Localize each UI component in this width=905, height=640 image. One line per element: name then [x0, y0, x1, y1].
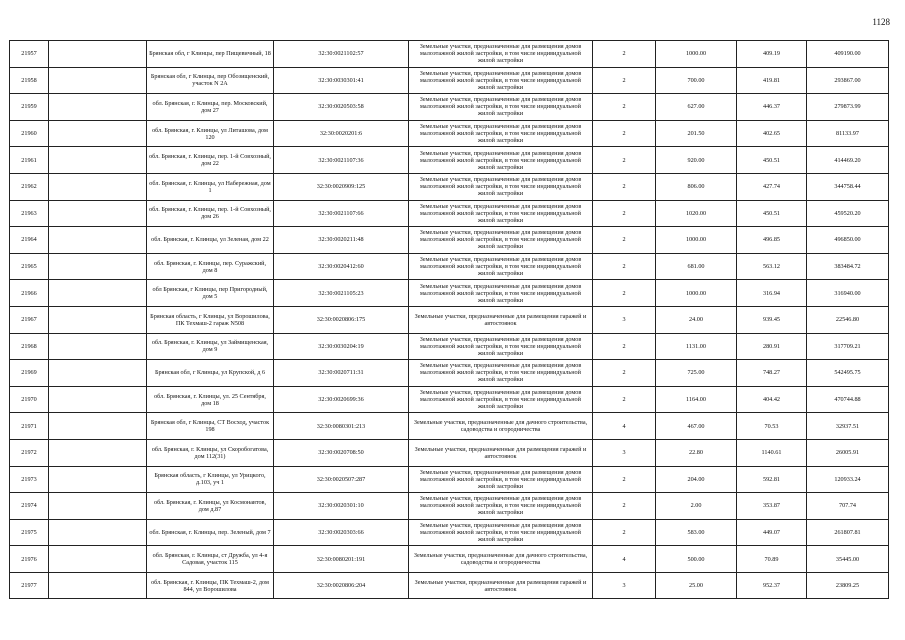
land-use-cell: Земельные участки, предназначенные для размещения домов малоэтажной жилой застройки, в том числе индивидуальной жилой застройки — [409, 67, 593, 94]
address-cell: обл. Брянская, г. Клинцы, ул Займищенская, дом 9 — [147, 333, 274, 360]
row-id: 21957 — [10, 41, 49, 68]
rate-cell: 353.87 — [737, 493, 807, 520]
address-cell: обл. Брянская, г. Клинцы, ст Дружба, ул 4-я Садовая, участок 115 — [147, 546, 274, 573]
rate-cell: 496.85 — [737, 227, 807, 254]
cadastral-value-cell: 261807.81 — [807, 519, 889, 546]
table-row — [10, 253, 889, 280]
address-cell: Брянская область, г Клинцы, ул Ворошилова, ПК Техмаш-2 гараж N508 — [147, 306, 274, 333]
address-cell: обл Брянская, г Клинцы, пер Пригородный, дом 5 — [147, 280, 274, 307]
land-use-cell: Земельные участки, предназначенные для размещения домов малоэтажной жилой застройки, в том числе индивидуальной жилой застройки — [409, 493, 593, 520]
land-use-cell: Земельные участки, предназначенные для размещения домов малоэтажной жилой застройки, в том числе индивидуальной жилой застройки — [409, 253, 593, 280]
group-cell: 2 — [593, 41, 656, 68]
group-cell: 2 — [593, 120, 656, 147]
spacer-cell — [49, 572, 147, 599]
group-cell: 2 — [593, 200, 656, 227]
land-use-cell: Земельные участки, предназначенные для размещения домов малоэтажной жилой застройки, в том числе индивидуальной жилой застройки — [409, 227, 593, 254]
row-id: 21968 — [10, 333, 49, 360]
table-row — [10, 67, 889, 94]
group-cell: 4 — [593, 546, 656, 573]
land-use-cell: Земельные участки, предназначенные для дачного строительства, садоводства и огородничества — [409, 546, 593, 573]
group-cell: 2 — [593, 227, 656, 254]
table-row — [10, 519, 889, 546]
spacer-cell — [49, 173, 147, 200]
cadastral-value-table — [9, 40, 889, 599]
group-cell: 2 — [593, 67, 656, 94]
cadastral-value-cell: 317709.21 — [807, 333, 889, 360]
row-id: 21967 — [10, 306, 49, 333]
area-cell: 627.00 — [656, 94, 737, 121]
spacer-cell — [49, 94, 147, 121]
rate-cell: 939.45 — [737, 306, 807, 333]
land-use-cell: Земельные участки, предназначенные для дачного строительства, садоводства и огородничества — [409, 413, 593, 440]
rate-cell: 70.89 — [737, 546, 807, 573]
address-cell: обл. Брянская, г. Клинцы, ПК Техмаш-2, дом 844, ул Ворошилова — [147, 572, 274, 599]
spacer-cell — [49, 546, 147, 573]
table-row — [10, 200, 889, 227]
cadastral-value-cell: 23809.25 — [807, 572, 889, 599]
area-cell: 700.00 — [656, 67, 737, 94]
land-use-cell: Земельные участки, предназначенные для размещения домов малоэтажной жилой застройки, в том числе индивидуальной жилой застройки — [409, 173, 593, 200]
area-cell: 467.00 — [656, 413, 737, 440]
table-row — [10, 280, 889, 307]
cadastral-number-cell: 32:30:0020909:125 — [274, 173, 409, 200]
table-row — [10, 493, 889, 520]
group-cell: 2 — [593, 466, 656, 493]
group-cell: 2 — [593, 333, 656, 360]
area-cell: 806.00 — [656, 173, 737, 200]
table-row — [10, 147, 889, 174]
group-cell: 4 — [593, 413, 656, 440]
row-id: 21975 — [10, 519, 49, 546]
table-row — [10, 41, 889, 68]
table-body — [10, 41, 889, 599]
row-id: 21961 — [10, 147, 49, 174]
cadastral-number-cell: 32:30:0020806:204 — [274, 572, 409, 599]
rate-cell: 449.07 — [737, 519, 807, 546]
address-cell: обл. Брянская, г. Клинцы, пер. 1-й Совхозный, дом 22 — [147, 147, 274, 174]
cadastral-number-cell: 32:30:0080301:213 — [274, 413, 409, 440]
address-cell: обл. Брянская, г. Клинцы, пер. Суражский, дом 8 — [147, 253, 274, 280]
rate-cell: 419.81 — [737, 67, 807, 94]
cadastral-value-cell: 542495.75 — [807, 360, 889, 387]
cadastral-value-cell: 459520.20 — [807, 200, 889, 227]
land-use-cell: Земельные участки, предназначенные для размещения гаражей и автостоянок — [409, 439, 593, 466]
row-id: 21962 — [10, 173, 49, 200]
group-cell: 2 — [593, 253, 656, 280]
cadastral-value-cell: 414469.20 — [807, 147, 889, 174]
area-cell: 681.00 — [656, 253, 737, 280]
row-id: 21970 — [10, 386, 49, 413]
cadastral-value-cell: 316940.00 — [807, 280, 889, 307]
spacer-cell — [49, 413, 147, 440]
area-cell: 201.50 — [656, 120, 737, 147]
spacer-cell — [49, 360, 147, 387]
group-cell: 2 — [593, 519, 656, 546]
area-cell: 1000.00 — [656, 41, 737, 68]
group-cell: 3 — [593, 306, 656, 333]
row-id: 21965 — [10, 253, 49, 280]
table-row — [10, 306, 889, 333]
area-cell: 920.00 — [656, 147, 737, 174]
area-cell: 1000.00 — [656, 227, 737, 254]
group-cell: 2 — [593, 360, 656, 387]
page-number: 1128 — [872, 17, 890, 27]
land-use-cell: Земельные участки, предназначенные для размещения домов малоэтажной жилой застройки, в том числе индивидуальной жилой застройки — [409, 200, 593, 227]
group-cell: 2 — [593, 94, 656, 121]
table-row — [10, 439, 889, 466]
group-cell: 3 — [593, 439, 656, 466]
cadastral-value-cell: 26005.91 — [807, 439, 889, 466]
spacer-cell — [49, 253, 147, 280]
cadastral-number-cell: 32:30:0020507:287 — [274, 466, 409, 493]
group-cell: 2 — [593, 173, 656, 200]
land-use-cell: Земельные участки, предназначенные для размещения домов малоэтажной жилой застройки, в том числе индивидуальной жилой застройки — [409, 147, 593, 174]
cadastral-number-cell: 32:30:0020303:66 — [274, 519, 409, 546]
area-cell: 500.00 — [656, 546, 737, 573]
row-id: 21958 — [10, 67, 49, 94]
cadastral-number-cell: 32:30:0020211:48 — [274, 227, 409, 254]
cadastral-number-cell: 32:30:0021107:36 — [274, 147, 409, 174]
cadastral-value-cell: 344758.44 — [807, 173, 889, 200]
rate-cell: 446.37 — [737, 94, 807, 121]
cadastral-number-cell: 32:30:0021105:23 — [274, 280, 409, 307]
table-row — [10, 360, 889, 387]
rate-cell: 409.19 — [737, 41, 807, 68]
address-cell: обл. Брянская, г. Клинцы, ул. 25 Сентября, дом 18 — [147, 386, 274, 413]
address-cell: обл. Брянская, г. Клинцы, ул Космонавтов, дом д.87 — [147, 493, 274, 520]
rate-cell: 427.74 — [737, 173, 807, 200]
area-cell: 2.00 — [656, 493, 737, 520]
row-id: 21972 — [10, 439, 49, 466]
cadastral-number-cell: 32:30:0020806:175 — [274, 306, 409, 333]
row-id: 21971 — [10, 413, 49, 440]
cadastral-value-cell: 383484.72 — [807, 253, 889, 280]
cadastral-number-cell: 32:30:0080201:191 — [274, 546, 409, 573]
rate-cell: 316.94 — [737, 280, 807, 307]
cadastral-number-cell: 32:30:0020301:10 — [274, 493, 409, 520]
table-row — [10, 333, 889, 360]
cadastral-number-cell: 32:30:0020699:36 — [274, 386, 409, 413]
row-id: 21977 — [10, 572, 49, 599]
rate-cell: 404.42 — [737, 386, 807, 413]
row-id: 21963 — [10, 200, 49, 227]
area-cell: 24.00 — [656, 306, 737, 333]
cadastral-number-cell: 32:30:0030204:19 — [274, 333, 409, 360]
row-id: 21960 — [10, 120, 49, 147]
land-use-cell: Земельные участки, предназначенные для размещения домов малоэтажной жилой застройки, в том числе индивидуальной жилой застройки — [409, 386, 593, 413]
cadastral-number-cell: 32:30:0020201:6 — [274, 120, 409, 147]
area-cell: 725.00 — [656, 360, 737, 387]
cadastral-number-cell: 32:30:0030301:41 — [274, 67, 409, 94]
cadastral-value-cell: 22546.80 — [807, 306, 889, 333]
table-row — [10, 120, 889, 147]
spacer-cell — [49, 386, 147, 413]
spacer-cell — [49, 200, 147, 227]
area-cell: 1164.00 — [656, 386, 737, 413]
spacer-cell — [49, 519, 147, 546]
address-cell: обл. Брянская, г. Клинцы, пер. Зеленый, дом 7 — [147, 519, 274, 546]
table-row — [10, 572, 889, 599]
table-row — [10, 413, 889, 440]
area-cell: 583.00 — [656, 519, 737, 546]
cadastral-number-cell: 32:30:0020708:50 — [274, 439, 409, 466]
cadastral-number-cell: 32:30:0020503:58 — [274, 94, 409, 121]
rate-cell: 450.51 — [737, 200, 807, 227]
address-cell: обл. Брянская, г. Клинцы, пер. 1-й Совхозный, дом 26 — [147, 200, 274, 227]
address-cell: Брянская обл, г Клинцы, СТ Восход, участок 198 — [147, 413, 274, 440]
address-cell: Брянская обл, г Клинцы, ул Крупской, д 6 — [147, 360, 274, 387]
area-cell: 1020.00 — [656, 200, 737, 227]
spacer-cell — [49, 147, 147, 174]
land-use-cell: Земельные участки, предназначенные для размещения домов малоэтажной жилой застройки, в том числе индивидуальной жилой застройки — [409, 280, 593, 307]
land-use-cell: Земельные участки, предназначенные для размещения домов малоэтажной жилой застройки, в том числе индивидуальной жилой застройки — [409, 120, 593, 147]
table-row — [10, 546, 889, 573]
area-cell: 1131.00 — [656, 333, 737, 360]
land-use-cell: Земельные участки, предназначенные для размещения домов малоэтажной жилой застройки, в том числе индивидуальной жилой застройки — [409, 41, 593, 68]
spacer-cell — [49, 466, 147, 493]
cadastral-value-cell: 496850.00 — [807, 227, 889, 254]
rate-cell: 402.65 — [737, 120, 807, 147]
group-cell: 2 — [593, 280, 656, 307]
table-row — [10, 94, 889, 121]
land-use-cell: Земельные участки, предназначенные для размещения домов малоэтажной жилой застройки, в том числе индивидуальной жилой застройки — [409, 466, 593, 493]
row-id: 21976 — [10, 546, 49, 573]
spacer-cell — [49, 333, 147, 360]
spacer-cell — [49, 67, 147, 94]
cadastral-value-cell: 81133.97 — [807, 120, 889, 147]
rate-cell: 592.81 — [737, 466, 807, 493]
address-cell: обл. Брянская, г. Клинцы, пер. Московский, дом 27 — [147, 94, 274, 121]
rate-cell: 748.27 — [737, 360, 807, 387]
rate-cell: 280.91 — [737, 333, 807, 360]
cadastral-number-cell: 32:30:0021102:57 — [274, 41, 409, 68]
row-id: 21969 — [10, 360, 49, 387]
cadastral-number-cell: 32:30:0021107:66 — [274, 200, 409, 227]
cadastral-value-cell: 707.74 — [807, 493, 889, 520]
row-id: 21966 — [10, 280, 49, 307]
cadastral-value-cell: 470744.88 — [807, 386, 889, 413]
address-cell: обл. Брянская, г. Клинцы, ул Скоробогатова, дом 112(31) — [147, 439, 274, 466]
area-cell: 1000.00 — [656, 280, 737, 307]
land-use-cell: Земельные участки, предназначенные для размещения домов малоэтажной жилой застройки, в том числе индивидуальной жилой застройки — [409, 333, 593, 360]
spacer-cell — [49, 493, 147, 520]
table-row — [10, 173, 889, 200]
land-use-cell: Земельные участки, предназначенные для размещения гаражей и автостоянок — [409, 306, 593, 333]
cadastral-value-cell: 35445.00 — [807, 546, 889, 573]
address-cell: Брянская обл, г Клинцы, пер Обозищенский, участок N 2А — [147, 67, 274, 94]
address-cell: обл. Брянская, г. Клинцы, ул Литашова, дом 120 — [147, 120, 274, 147]
cadastral-value-cell: 279873.99 — [807, 94, 889, 121]
spacer-cell — [49, 41, 147, 68]
group-cell: 2 — [593, 147, 656, 174]
address-cell: обл. Брянская, г. Клинцы, ул Зеленая, дом 22 — [147, 227, 274, 254]
address-cell: Брянская область, г Клинцы, ул Урицкого, д.103, уч 1 — [147, 466, 274, 493]
cadastral-number-cell: 32:30:0020711:31 — [274, 360, 409, 387]
group-cell: 2 — [593, 386, 656, 413]
spacer-cell — [49, 120, 147, 147]
land-use-cell: Земельные участки, предназначенные для размещения домов малоэтажной жилой застройки, в том числе индивидуальной жилой застройки — [409, 360, 593, 387]
row-id: 21974 — [10, 493, 49, 520]
rate-cell: 450.51 — [737, 147, 807, 174]
rate-cell: 1140.61 — [737, 439, 807, 466]
row-id: 21973 — [10, 466, 49, 493]
spacer-cell — [49, 227, 147, 254]
cadastral-number-cell: 32:30:0020412:60 — [274, 253, 409, 280]
table-row — [10, 466, 889, 493]
area-cell: 25.00 — [656, 572, 737, 599]
spacer-cell — [49, 306, 147, 333]
land-use-cell: Земельные участки, предназначенные для размещения гаражей и автостоянок — [409, 572, 593, 599]
land-use-cell: Земельные участки, предназначенные для размещения домов малоэтажной жилой застройки, в том числе индивидуальной жилой застройки — [409, 519, 593, 546]
address-cell: обл. Брянская, г. Клинцы, ул Набережная, дом 1 — [147, 173, 274, 200]
area-cell: 204.00 — [656, 466, 737, 493]
row-id: 21964 — [10, 227, 49, 254]
cadastral-value-cell: 120933.24 — [807, 466, 889, 493]
rate-cell: 952.37 — [737, 572, 807, 599]
address-cell: Брянская обл, г Клинцы, пер Пищевичный, 18 — [147, 41, 274, 68]
row-id: 21959 — [10, 94, 49, 121]
table-row — [10, 386, 889, 413]
cadastral-value-cell: 32937.51 — [807, 413, 889, 440]
group-cell: 2 — [593, 493, 656, 520]
cadastral-value-cell: 409190.00 — [807, 41, 889, 68]
spacer-cell — [49, 439, 147, 466]
rate-cell: 70.53 — [737, 413, 807, 440]
table-row — [10, 227, 889, 254]
area-cell: 22.80 — [656, 439, 737, 466]
group-cell: 3 — [593, 572, 656, 599]
land-use-cell: Земельные участки, предназначенные для размещения домов малоэтажной жилой застройки, в том числе индивидуальной жилой застройки — [409, 94, 593, 121]
rate-cell: 563.12 — [737, 253, 807, 280]
cadastral-value-cell: 293867.00 — [807, 67, 889, 94]
spacer-cell — [49, 280, 147, 307]
